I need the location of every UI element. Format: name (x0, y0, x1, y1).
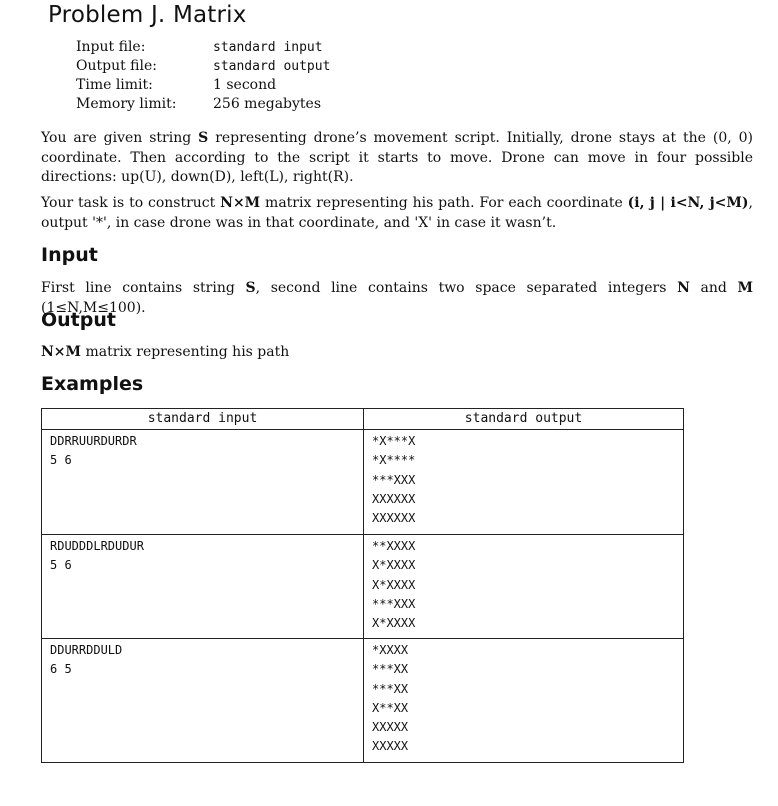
code-line: X*XXXX (372, 577, 416, 592)
code-line: 6 5 (50, 662, 72, 677)
meta-label: Output file: (76, 58, 157, 74)
text-run: matrix representing his path. For each coordinate (260, 195, 628, 211)
code-line: RDUDDDLRDUDUR (50, 539, 144, 553)
meta-label: Memory limit: (76, 96, 177, 112)
text-run: , second line contains two space separated integers (255, 280, 678, 296)
text-run: , output '*', in case drone was in that coordinate, and 'X' in case it wasn’t. (41, 195, 753, 231)
statement-paragraph-1 (41, 129, 753, 188)
code-line: XXXXXX (372, 491, 416, 506)
meta-label: Input file: (76, 39, 146, 55)
code-line: XXXXX (372, 720, 409, 735)
code-line: DDURRDDULD (50, 643, 123, 657)
input-description (41, 279, 753, 318)
meta-value: 256 megabytes (213, 96, 322, 112)
text-run: Your task is to construct (41, 195, 221, 211)
column-header-output: standard output (364, 409, 684, 430)
example-row (42, 639, 684, 763)
statement-paragraph-2 (41, 194, 753, 233)
problem-title: Problem J. Matrix (48, 2, 247, 28)
code-line: X*XXXX (372, 558, 416, 573)
string-s: S (198, 130, 209, 146)
meta-label: Time limit: (76, 77, 153, 93)
code-line: XXXXXX (372, 511, 416, 526)
example-input-cell (42, 535, 364, 639)
input-file-row (76, 38, 330, 57)
code-line: ***XXX (372, 596, 416, 611)
output-file-row (76, 57, 330, 76)
column-header-input: standard input (42, 409, 364, 430)
code-line: 5 6 (50, 453, 72, 468)
code-line: *XXXX (372, 643, 409, 657)
problem-limits (76, 38, 330, 114)
code-line: **XXXX (372, 539, 416, 553)
text-run: matrix representing his path (81, 344, 290, 360)
text-run: (1≤N,M≤100). (41, 299, 146, 316)
var-m: M (737, 280, 753, 296)
output-description (41, 343, 753, 363)
meta-value: standard input (213, 40, 323, 55)
examples-table (41, 408, 684, 763)
example-output-cell (364, 430, 684, 535)
code-line: ***XXX (372, 472, 416, 487)
coordinate-condition: (i, j | i<N, j<M) (627, 195, 749, 211)
code-line: *X***X (372, 434, 416, 448)
time-limit-row (76, 76, 330, 95)
matrix-size: N×M (41, 344, 82, 360)
text-run: and (689, 280, 738, 296)
example-row (42, 430, 684, 535)
matrix-size: N×M (220, 195, 261, 211)
example-row (42, 535, 684, 639)
code-line: X*XXXX (372, 616, 416, 631)
memory-limit-row (76, 95, 330, 114)
examples-heading: Examples (41, 373, 144, 395)
examples-header-row (42, 409, 684, 430)
text-run: You are given string (41, 130, 199, 146)
code-line: X**XX (372, 700, 409, 715)
meta-value: 1 second (213, 77, 277, 93)
text-run: First line contains string (41, 280, 246, 296)
example-output-cell (364, 639, 684, 763)
code-line: *X**** (372, 453, 416, 468)
meta-value: standard output (213, 59, 331, 74)
code-line: XXXXX (372, 739, 409, 754)
example-output-cell (364, 535, 684, 639)
string-s: S (245, 280, 256, 296)
example-input-cell (42, 430, 364, 535)
example-input-cell (42, 639, 364, 763)
input-heading: Input (41, 244, 98, 266)
output-heading: Output (41, 309, 116, 331)
code-line: ***XX (372, 681, 409, 696)
text-run: representing drone’s movement script. Initially, drone stays at the (0, 0) coordinate. Then according to the script it starts to move. Drone can move in four possible directions: up(U), down(D), left(L), right(R). (41, 130, 753, 185)
code-line: ***XX (372, 662, 409, 677)
var-n: N (677, 280, 690, 296)
code-line: 5 6 (50, 558, 72, 573)
code-line: DDRRUURDURDR (50, 434, 137, 448)
